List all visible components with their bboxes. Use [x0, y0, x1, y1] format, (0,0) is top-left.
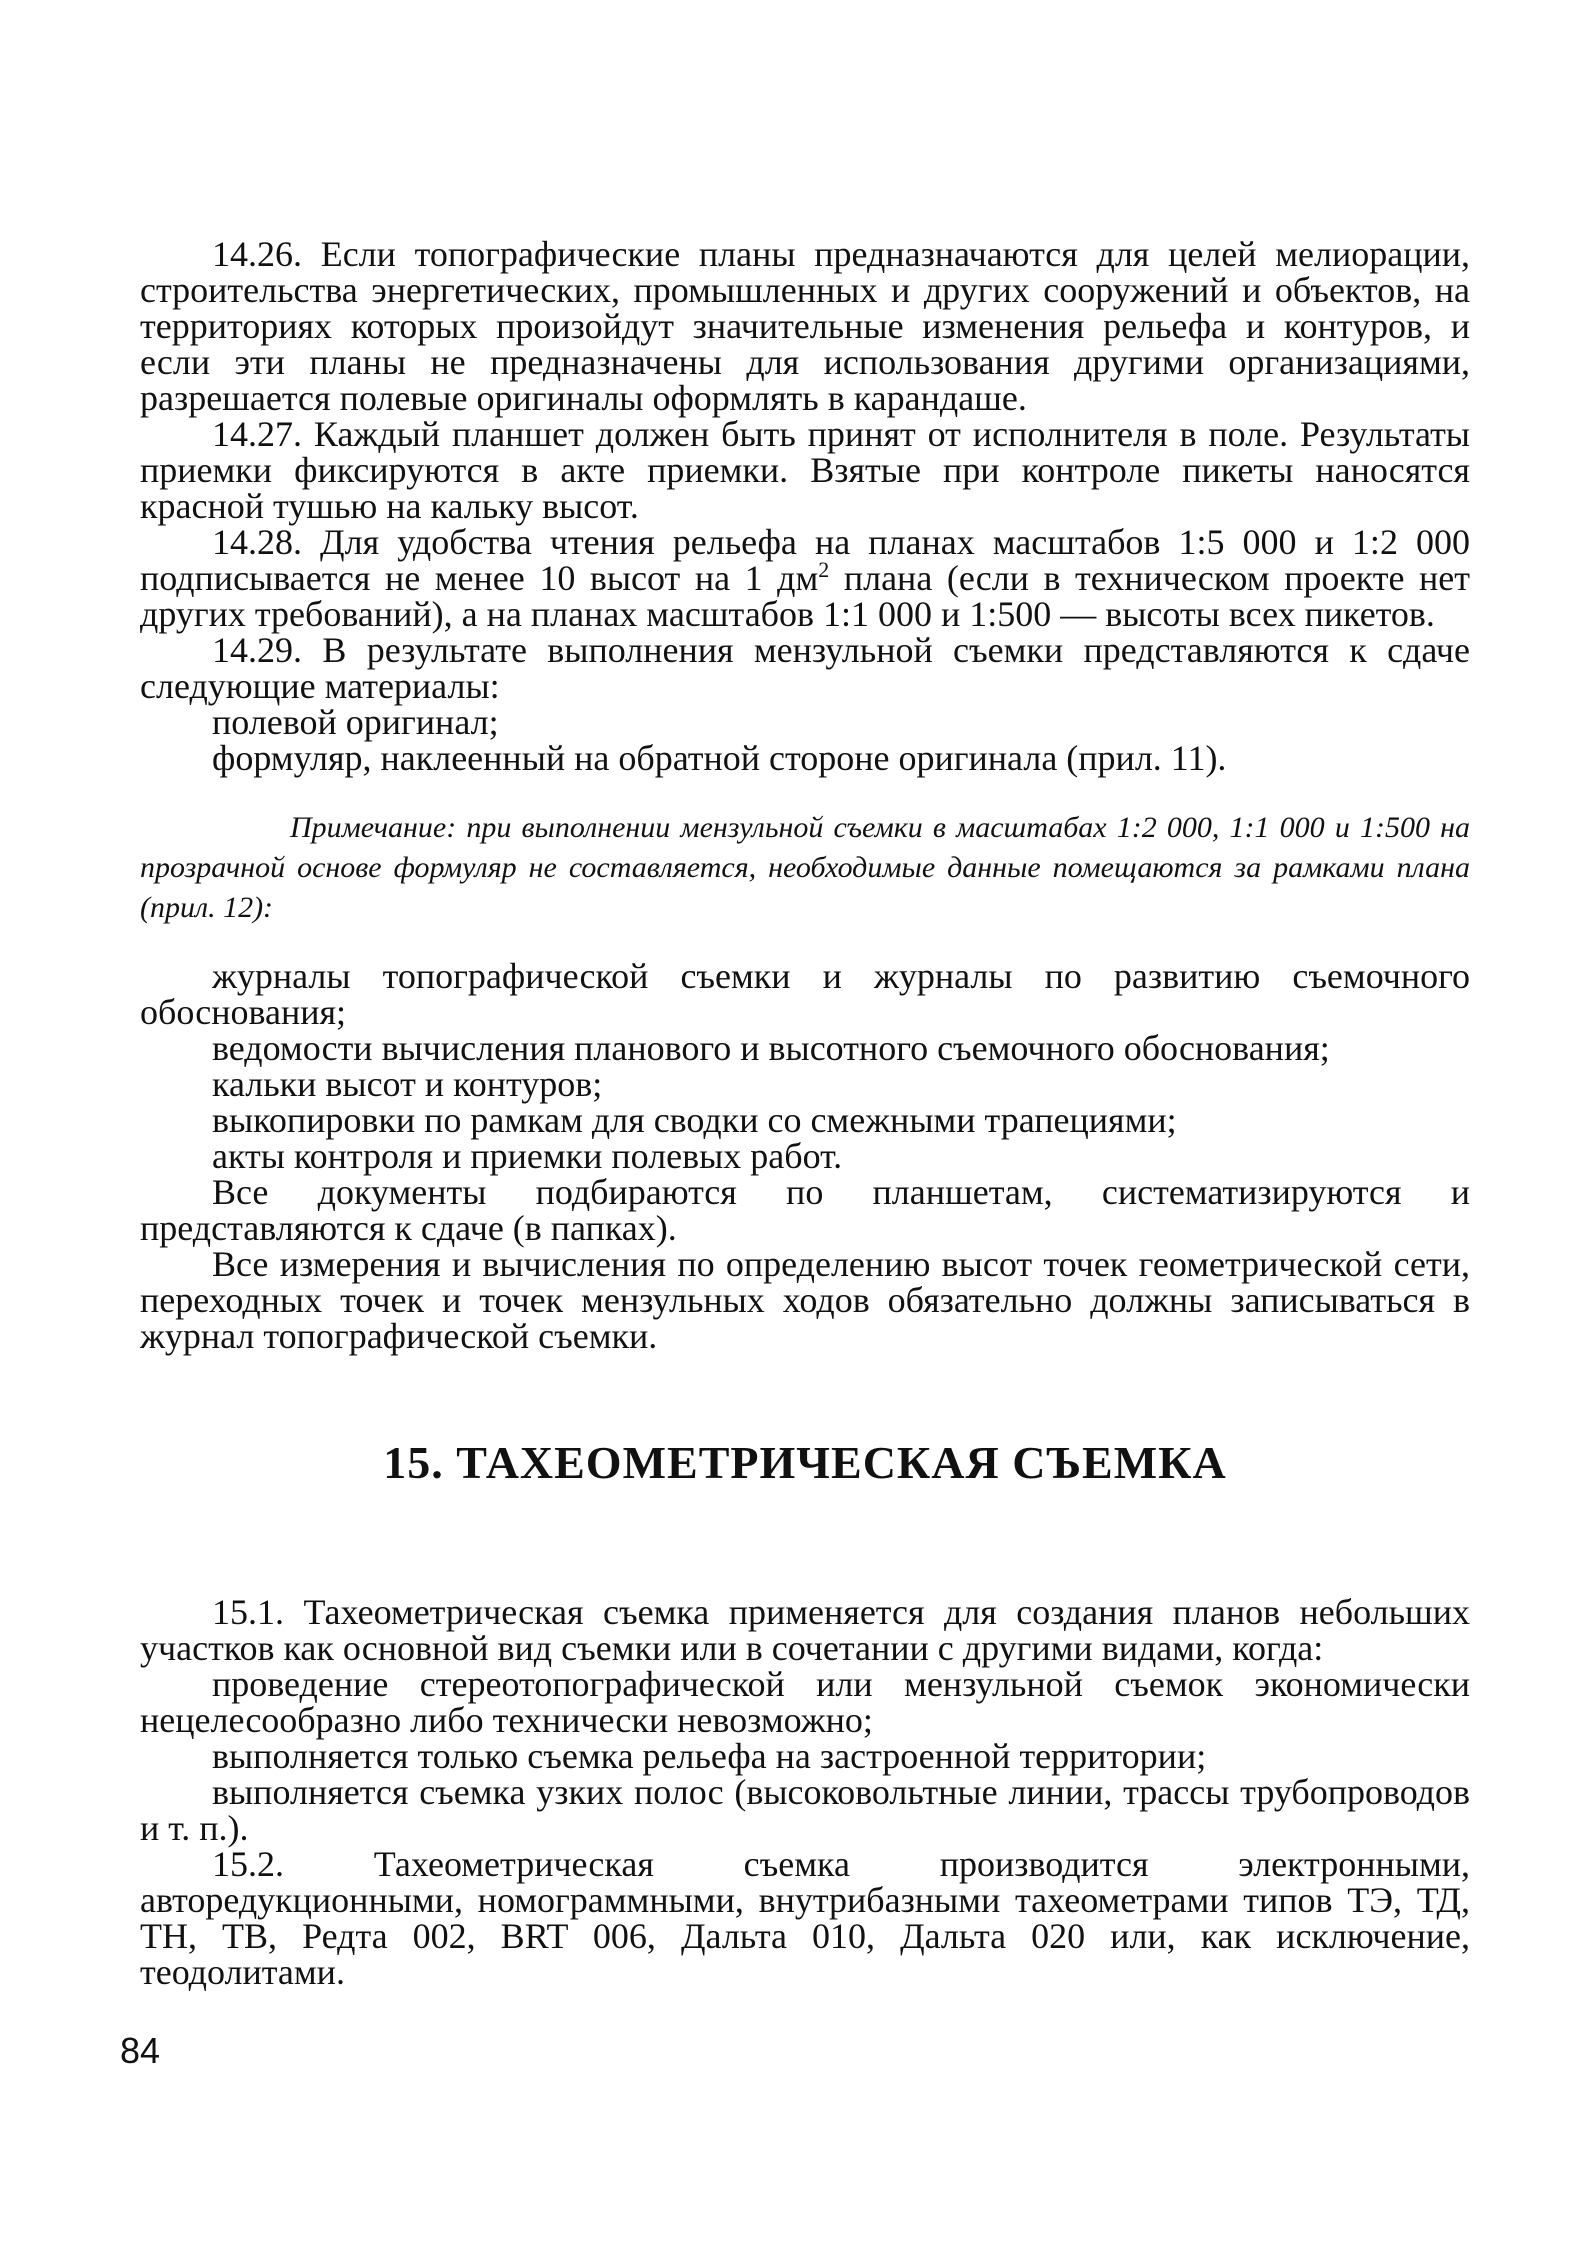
- paragraph-15-2: 15.2. Тахеометрическая съемка производится электронными, авторедукционными, номограммными, внутрибазными тахеометрами типов ТЭ, ТД, ТН, ТВ, Редта 002, BRT 006, Дальта 010, Дальта 020 или, как исключение, теодолитами.: [140, 1844, 1470, 1992]
- list-item: выполняется только съемка рельефа на застроенной территории;: [212, 1736, 1207, 1776]
- paragraph-14-27: 14.27. Каждый планшет должен быть принят от исполнителя в поле. Результаты приемки фиксируются в акте приемки. Взятые при контроле пикеты наносятся красной тушью на кальку высот.: [140, 414, 1470, 526]
- note-text: Примечание: при выполнении мензульной съемки в масштабах 1:2 000, 1:1 000 и 1:500 на прозрачной основе формуляр не составляется, необходимые данные помещаются за рамками плана (прил. 12):: [140, 811, 1470, 924]
- list-item: акты контроля и приемки полевых работ.: [212, 1136, 843, 1176]
- paragraph-14-29: 14.29. В результате выполнения мензульной съемки представляются к сдаче следующие материалы:: [140, 630, 1470, 706]
- page-body: [140, 236, 1470, 1990]
- list-item: кальки высот и контуров;: [212, 1064, 603, 1104]
- list-item: журналы топографической съемки и журналы по развитию съемочного обоснования;: [140, 956, 1470, 1032]
- paragraph-measurements: Все измерения и вычисления по определению высот точек геометрической сети, переходных точек и точек мензульных ходов обязательно должны записываться в журнал топографической съемки.: [140, 1244, 1470, 1356]
- paragraph-14-28-text: 14.28. Для удобства чтения рельефа на планах масштабов 1:5 000 и 1:2 000 подписывается не менее 10 высот на 1 дм: [140, 522, 1470, 598]
- paragraph-14-26: 14.26. Если топографические планы предназначаются для целей мелиорации, строительства энергетических, промышленных и других сооружений и объектов, на территориях которых произойдут значительные изменения рельефа и контуров, и если эти планы не предназначены для использования другими организациями, разрешается полевые оригиналы оформлять в карандаше.: [140, 234, 1470, 418]
- paragraph-14-28-text-end: плана (если в техническом проекте нет других требований), а на планах масштабов 1:1 000 и 1:500 — высоты всех пикетов.: [140, 558, 1471, 634]
- paragraph-15-1: 15.1. Тахеометрическая съемка применяется для создания планов небольших участков как основной вид съемки или в сочетании с другими видами, когда:: [140, 1592, 1470, 1668]
- list-item: проведение стереотопографической или мензульной съемок экономически нецелесообразно либо технически невозможно;: [140, 1664, 1470, 1740]
- paragraph-14-28: [140, 524, 1470, 632]
- list-item: формуляр, наклеенный на обратной стороне оригинала (прил. 11).: [212, 738, 1227, 778]
- section-heading: 15. ТАХЕОМЕТРИЧЕСКАЯ СЪЕМКА: [383, 1437, 1227, 1488]
- list-item: полевой оригинал;: [212, 702, 499, 742]
- list-item: ведомости вычисления планового и высотного съемочного обоснования;: [212, 1028, 1330, 1068]
- paragraph-documents: Все документы подбираются по планшетам, систематизируются и представляются к сдаче (в папках).: [140, 1172, 1470, 1248]
- page-number: 84: [120, 2030, 161, 2071]
- list-item: выполняется съемка узких полос (высоковольтные линии, трассы трубопроводов и т. п.).: [140, 1772, 1470, 1848]
- superscript-square: 2: [818, 557, 830, 582]
- list-item: выкопировки по рамкам для сводки со смежными трапециями;: [212, 1100, 1177, 1140]
